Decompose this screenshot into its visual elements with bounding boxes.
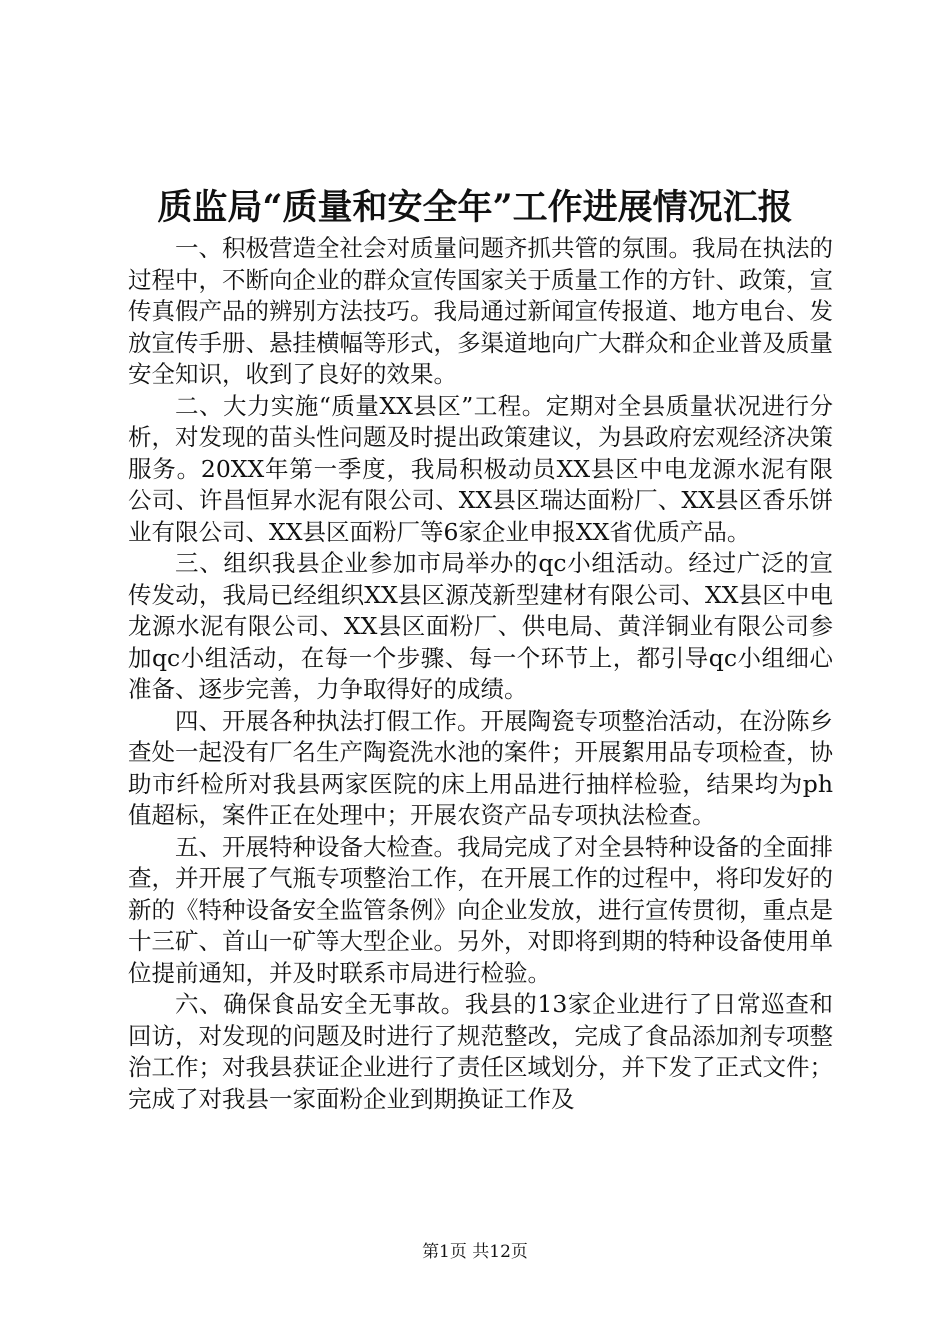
paragraph-1: 一、积极营造全社会对质量问题齐抓共管的氛围。我局在执法的过程中，不断向企业的群众宣传国家关于质量工作的方针、政策，宣传真假产品的辨别方法技巧。我局通过新闻宣传报道、地方电台、发放宣传手册、悬挂横幅等形式，多渠道地向广大群众和企业普及质量安全知识，收到了良好的效果。 <box>128 234 833 388</box>
paragraph-2: 二、大力实施“质量XX县区”工程。定期对全县质量状况进行分析，对发现的苗头性问题及时提出政策建议，为县政府宏观经济决策服务。20XX年第一季度，我局积极动员XX县区中电龙源水泥有限公司、许昌恒昇水泥有限公司、XX县区瑞达面粉厂、XX县区香乐饼业有限公司、XX县区面粉厂等6家企业申报XX省优质产品。 <box>128 391 833 546</box>
paragraph-6: 六、确保食品安全无事故。我县的13家企业进行了日常巡查和回访，对发现的问题及时进行了规范整改，完成了食品添加剂专项整治工作；对我县获证企业进行了责任区域划分，并下发了正式文件；完成了对我县一家面粉企业到期换证工作及 <box>128 990 833 1113</box>
paragraph-3: 三、组织我县企业参加市局举办的qc小组活动。经过广泛的宣传发动，我局已经组织XX县区源茂新型建材有限公司、XX县区中电龙源水泥有限公司、XX县区面粉厂、供电局、黄洋铜业有限公司参加qc小组活动，在每一个步骤、每一个环节上，都引导qc小组细心准备、逐步完善，力争取得好的成绩。 <box>128 549 833 703</box>
page-number-footer: 第1页 共12页 <box>422 1242 528 1262</box>
document-title: 质监局“质量和安全年”工作进展情况汇报 <box>157 187 793 228</box>
document-body <box>128 233 833 1115</box>
paragraph-4: 四、开展各种执法打假工作。开展陶瓷专项整治活动，在汾陈乡查处一起没有厂名生产陶瓷洗水池的案件；开展絮用品专项检查，协助市纤检所对我县两家医院的床上用品进行抽样检验，结果均为ph值超标，案件正在处理中；开展农资产品专项执法检查。 <box>128 706 833 829</box>
paragraph-5: 五、开展特种设备大检查。我局完成了对全县特种设备的全面排查，并开展了气瓶专项整治工作，在开展工作的过程中，将印发好的新的《特种设备安全监管条例》向企业发放，进行宣传贯彻，重点是十三矿、首山一矿等大型企业。另外，对即将到期的特种设备使用单位提前通知，并及时联系市局进行检验。 <box>128 832 833 987</box>
